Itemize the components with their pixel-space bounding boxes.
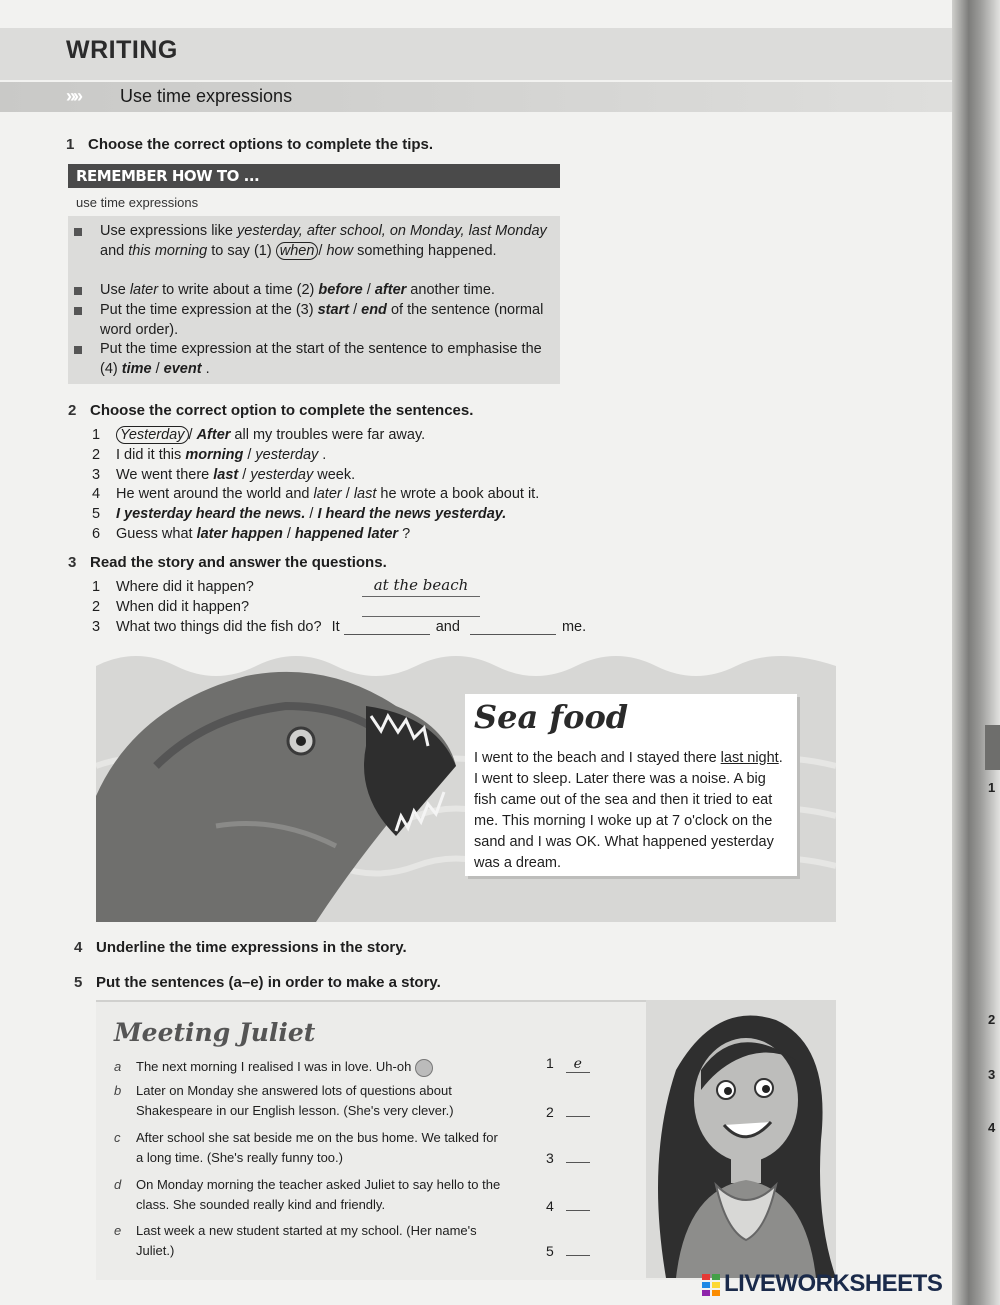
option-separator: / xyxy=(318,243,327,259)
sentence-text: The next morning I realised I was in love. Uh-oh xyxy=(136,1059,412,1074)
tip-text: something happened. xyxy=(353,243,497,259)
tip-text: Put the time expression at the (3) xyxy=(100,302,318,318)
tip-example: yesterday, after school, on Monday, last Monday xyxy=(237,223,547,239)
remember-title: REMEMBER HOW TO ... xyxy=(76,167,260,185)
story-sentence: . I went to sleep. Later there was a noise. A big fish came out of the sea and then it tried to eat me. This morning I woke up at 7 o'clock on the sand and I was OK. What happened yesterday was a dream. xyxy=(474,750,783,871)
girl-image xyxy=(646,1000,836,1278)
option[interactable]: later happen xyxy=(196,526,283,542)
option-separator: / xyxy=(349,302,362,318)
sentence-letter: c xyxy=(114,1130,121,1145)
question-instruction: Read the story and answer the questions. xyxy=(90,554,387,571)
item-text: What two things did the fish do? xyxy=(116,619,322,635)
tip-text: Put the time expression at the start of the sentence to emphasise the (4) xyxy=(100,341,542,377)
order-number: 1 xyxy=(546,1055,554,1071)
item-number: 1 xyxy=(92,427,101,443)
option-separator: / xyxy=(238,467,251,483)
order-answer-field[interactable] xyxy=(566,1146,590,1163)
tip-example: later xyxy=(129,282,159,298)
story-time-expression[interactable]: last night xyxy=(720,750,779,766)
item-text: week. xyxy=(313,467,356,483)
option-separator: / xyxy=(341,486,354,502)
liveworksheets-logo: LIVEWORKSHEETS xyxy=(724,1270,943,1297)
tip-text: . xyxy=(201,361,210,377)
question-instruction: Underline the time expressions in the story. xyxy=(96,939,407,956)
girl-illustration xyxy=(646,1000,836,1278)
order-row xyxy=(546,1239,590,1259)
item-number: 3 xyxy=(92,619,101,635)
sentence-letter: a xyxy=(114,1059,122,1074)
order-number: 4 xyxy=(546,1198,554,1214)
q2-item xyxy=(92,486,539,502)
order-number: 3 xyxy=(546,1150,554,1166)
question-number: 3 xyxy=(68,554,77,571)
option[interactable]: after xyxy=(374,282,407,298)
option[interactable]: last xyxy=(213,467,239,483)
question-4 xyxy=(74,939,407,956)
item-number: 2 xyxy=(92,447,101,463)
sentence-text: On Monday morning the teacher asked Juliet to say hello to the class. She sounded really kind and friendly. xyxy=(136,1177,501,1212)
q3-item xyxy=(92,579,254,595)
tip-1 xyxy=(100,221,560,261)
item-text: He went around the world and xyxy=(116,486,314,502)
item-number: 5 xyxy=(92,506,101,522)
option[interactable]: I yesterday heard the news. xyxy=(116,506,306,522)
option[interactable]: before xyxy=(318,282,363,298)
edge-number: 4 xyxy=(988,1120,996,1135)
order-row xyxy=(546,1055,590,1073)
option-separator: / xyxy=(243,447,256,463)
q3-item xyxy=(92,619,586,635)
option[interactable]: how xyxy=(326,243,354,259)
tip-3 xyxy=(100,300,560,340)
sentence-letter: b xyxy=(114,1083,122,1098)
section-title: WRITING xyxy=(66,36,178,64)
option-separator: / xyxy=(282,526,295,542)
question-instruction: Choose the correct options to complete the tips. xyxy=(88,136,434,153)
question-number: 1 xyxy=(66,136,75,153)
option-separator: / xyxy=(362,282,375,298)
sentence-e xyxy=(114,1221,514,1261)
edge-number: 1 xyxy=(988,780,996,795)
option[interactable]: last xyxy=(353,486,377,502)
option-selected[interactable]: when xyxy=(276,242,319,260)
sentence-text: After school she sat beside me on the bus home. We talked for a long time. (She's really funny too.) xyxy=(136,1130,498,1165)
question-5 xyxy=(74,974,441,991)
tip-text: to write about a time (2) xyxy=(158,282,319,298)
tip-text: and xyxy=(100,243,129,259)
option[interactable]: start xyxy=(317,302,350,318)
sentence-a xyxy=(114,1057,514,1077)
q2-item xyxy=(92,467,355,483)
edge-number: 3 xyxy=(988,1067,996,1082)
item-text: all my troubles were far away. xyxy=(230,427,426,443)
option[interactable]: yesterday xyxy=(250,467,314,483)
sentence-d xyxy=(114,1175,514,1215)
edge-number: 2 xyxy=(988,1012,996,1027)
order-answer-field[interactable] xyxy=(566,1239,590,1256)
item-number: 6 xyxy=(92,526,101,542)
question-instruction: Put the sentences (a–e) in order to make a story. xyxy=(96,974,441,991)
question-2 xyxy=(68,402,473,419)
section-subtitle: Use time expressions xyxy=(120,86,293,106)
item-text: . xyxy=(318,447,327,463)
order-row xyxy=(546,1100,590,1120)
question-instruction: Choose the correct option to complete the sentences. xyxy=(90,402,474,419)
q2-item xyxy=(92,526,410,542)
q2-item xyxy=(92,447,326,463)
order-number: 2 xyxy=(546,1104,554,1120)
tip-text: to say (1) xyxy=(207,243,276,259)
option[interactable]: event xyxy=(163,361,202,377)
answer-field[interactable]: at the beach xyxy=(362,576,480,597)
chevrons-icon: »» xyxy=(66,86,81,106)
option[interactable]: time xyxy=(121,361,152,377)
sentence-letter: d xyxy=(114,1177,122,1192)
worried-face-icon xyxy=(415,1059,433,1077)
story-sentence: I went to the beach and I stayed there xyxy=(474,750,721,766)
option-separator: / xyxy=(305,506,318,522)
scanned-page-edge xyxy=(952,0,1000,1305)
tip-text: Use xyxy=(100,282,130,298)
item-text: When did it happen? xyxy=(116,599,250,615)
question-number: 2 xyxy=(68,402,77,419)
option[interactable]: After xyxy=(196,427,231,443)
order-number: 5 xyxy=(546,1243,554,1259)
option[interactable]: happened later xyxy=(294,526,399,542)
item-text: ? xyxy=(398,526,411,542)
order-answer-field[interactable] xyxy=(566,1194,590,1211)
answer-field[interactable] xyxy=(344,620,430,635)
option-selected[interactable]: Yesterday xyxy=(116,426,189,444)
item-text: It xyxy=(331,619,340,635)
order-row xyxy=(546,1146,590,1166)
question-number: 5 xyxy=(74,974,83,991)
option[interactable]: I heard the news yesterday. xyxy=(317,506,507,522)
story-title: Sea food xyxy=(474,698,629,736)
remember-subtitle: use time expressions xyxy=(76,195,199,210)
sentence-c xyxy=(114,1128,514,1168)
liveworksheets-logo-icon xyxy=(702,1274,720,1296)
option[interactable]: later xyxy=(313,486,342,502)
option-separator: / xyxy=(188,427,197,443)
tip-text: of the sentence (normal word order). xyxy=(100,302,544,338)
order-answer-field[interactable]: e xyxy=(566,1056,590,1073)
question-3 xyxy=(68,554,387,571)
question-1 xyxy=(66,136,433,153)
edge-tab xyxy=(985,725,1000,770)
q2-item xyxy=(92,506,506,522)
tip-example: this morning xyxy=(128,243,208,259)
order-answer-field[interactable] xyxy=(566,1100,590,1117)
item-number: 4 xyxy=(92,486,101,502)
item-text: We went there xyxy=(116,467,214,483)
tip-text: another time. xyxy=(406,282,495,298)
story-title: Meeting Juliet xyxy=(114,1018,316,1047)
answer-field[interactable] xyxy=(362,596,480,617)
item-number: 3 xyxy=(92,467,101,483)
option-separator: / xyxy=(151,361,164,377)
tip-2 xyxy=(100,280,560,300)
sentence-text: Last week a new student started at my school. (Her name's Juliet.) xyxy=(136,1223,477,1258)
item-text: me. xyxy=(561,619,587,635)
tip-4 xyxy=(100,339,560,379)
order-row xyxy=(546,1194,590,1214)
story-text xyxy=(474,748,784,874)
item-text: he wrote a book about it. xyxy=(376,486,540,502)
tip-text: Use expressions like xyxy=(100,223,237,239)
item-text: and xyxy=(435,619,460,635)
item-text: Guess what xyxy=(116,526,197,542)
item-text: Where did it happen? xyxy=(116,579,254,595)
option[interactable]: morning xyxy=(185,447,244,463)
option[interactable]: end xyxy=(361,302,387,318)
item-number: 1 xyxy=(92,579,101,595)
sentence-letter: e xyxy=(114,1223,122,1238)
sentence-b xyxy=(114,1081,514,1121)
question-number: 4 xyxy=(74,939,83,956)
option[interactable]: yesterday xyxy=(255,447,319,463)
item-text: I did it this xyxy=(116,447,186,463)
sentence-text: Later on Monday she answered lots of questions about Shakespeare in our English lesson. (She's very clever.) xyxy=(136,1083,454,1118)
answer-field[interactable] xyxy=(470,620,556,635)
item-number: 2 xyxy=(92,599,101,615)
q3-item xyxy=(92,599,249,615)
q2-item xyxy=(92,427,425,443)
